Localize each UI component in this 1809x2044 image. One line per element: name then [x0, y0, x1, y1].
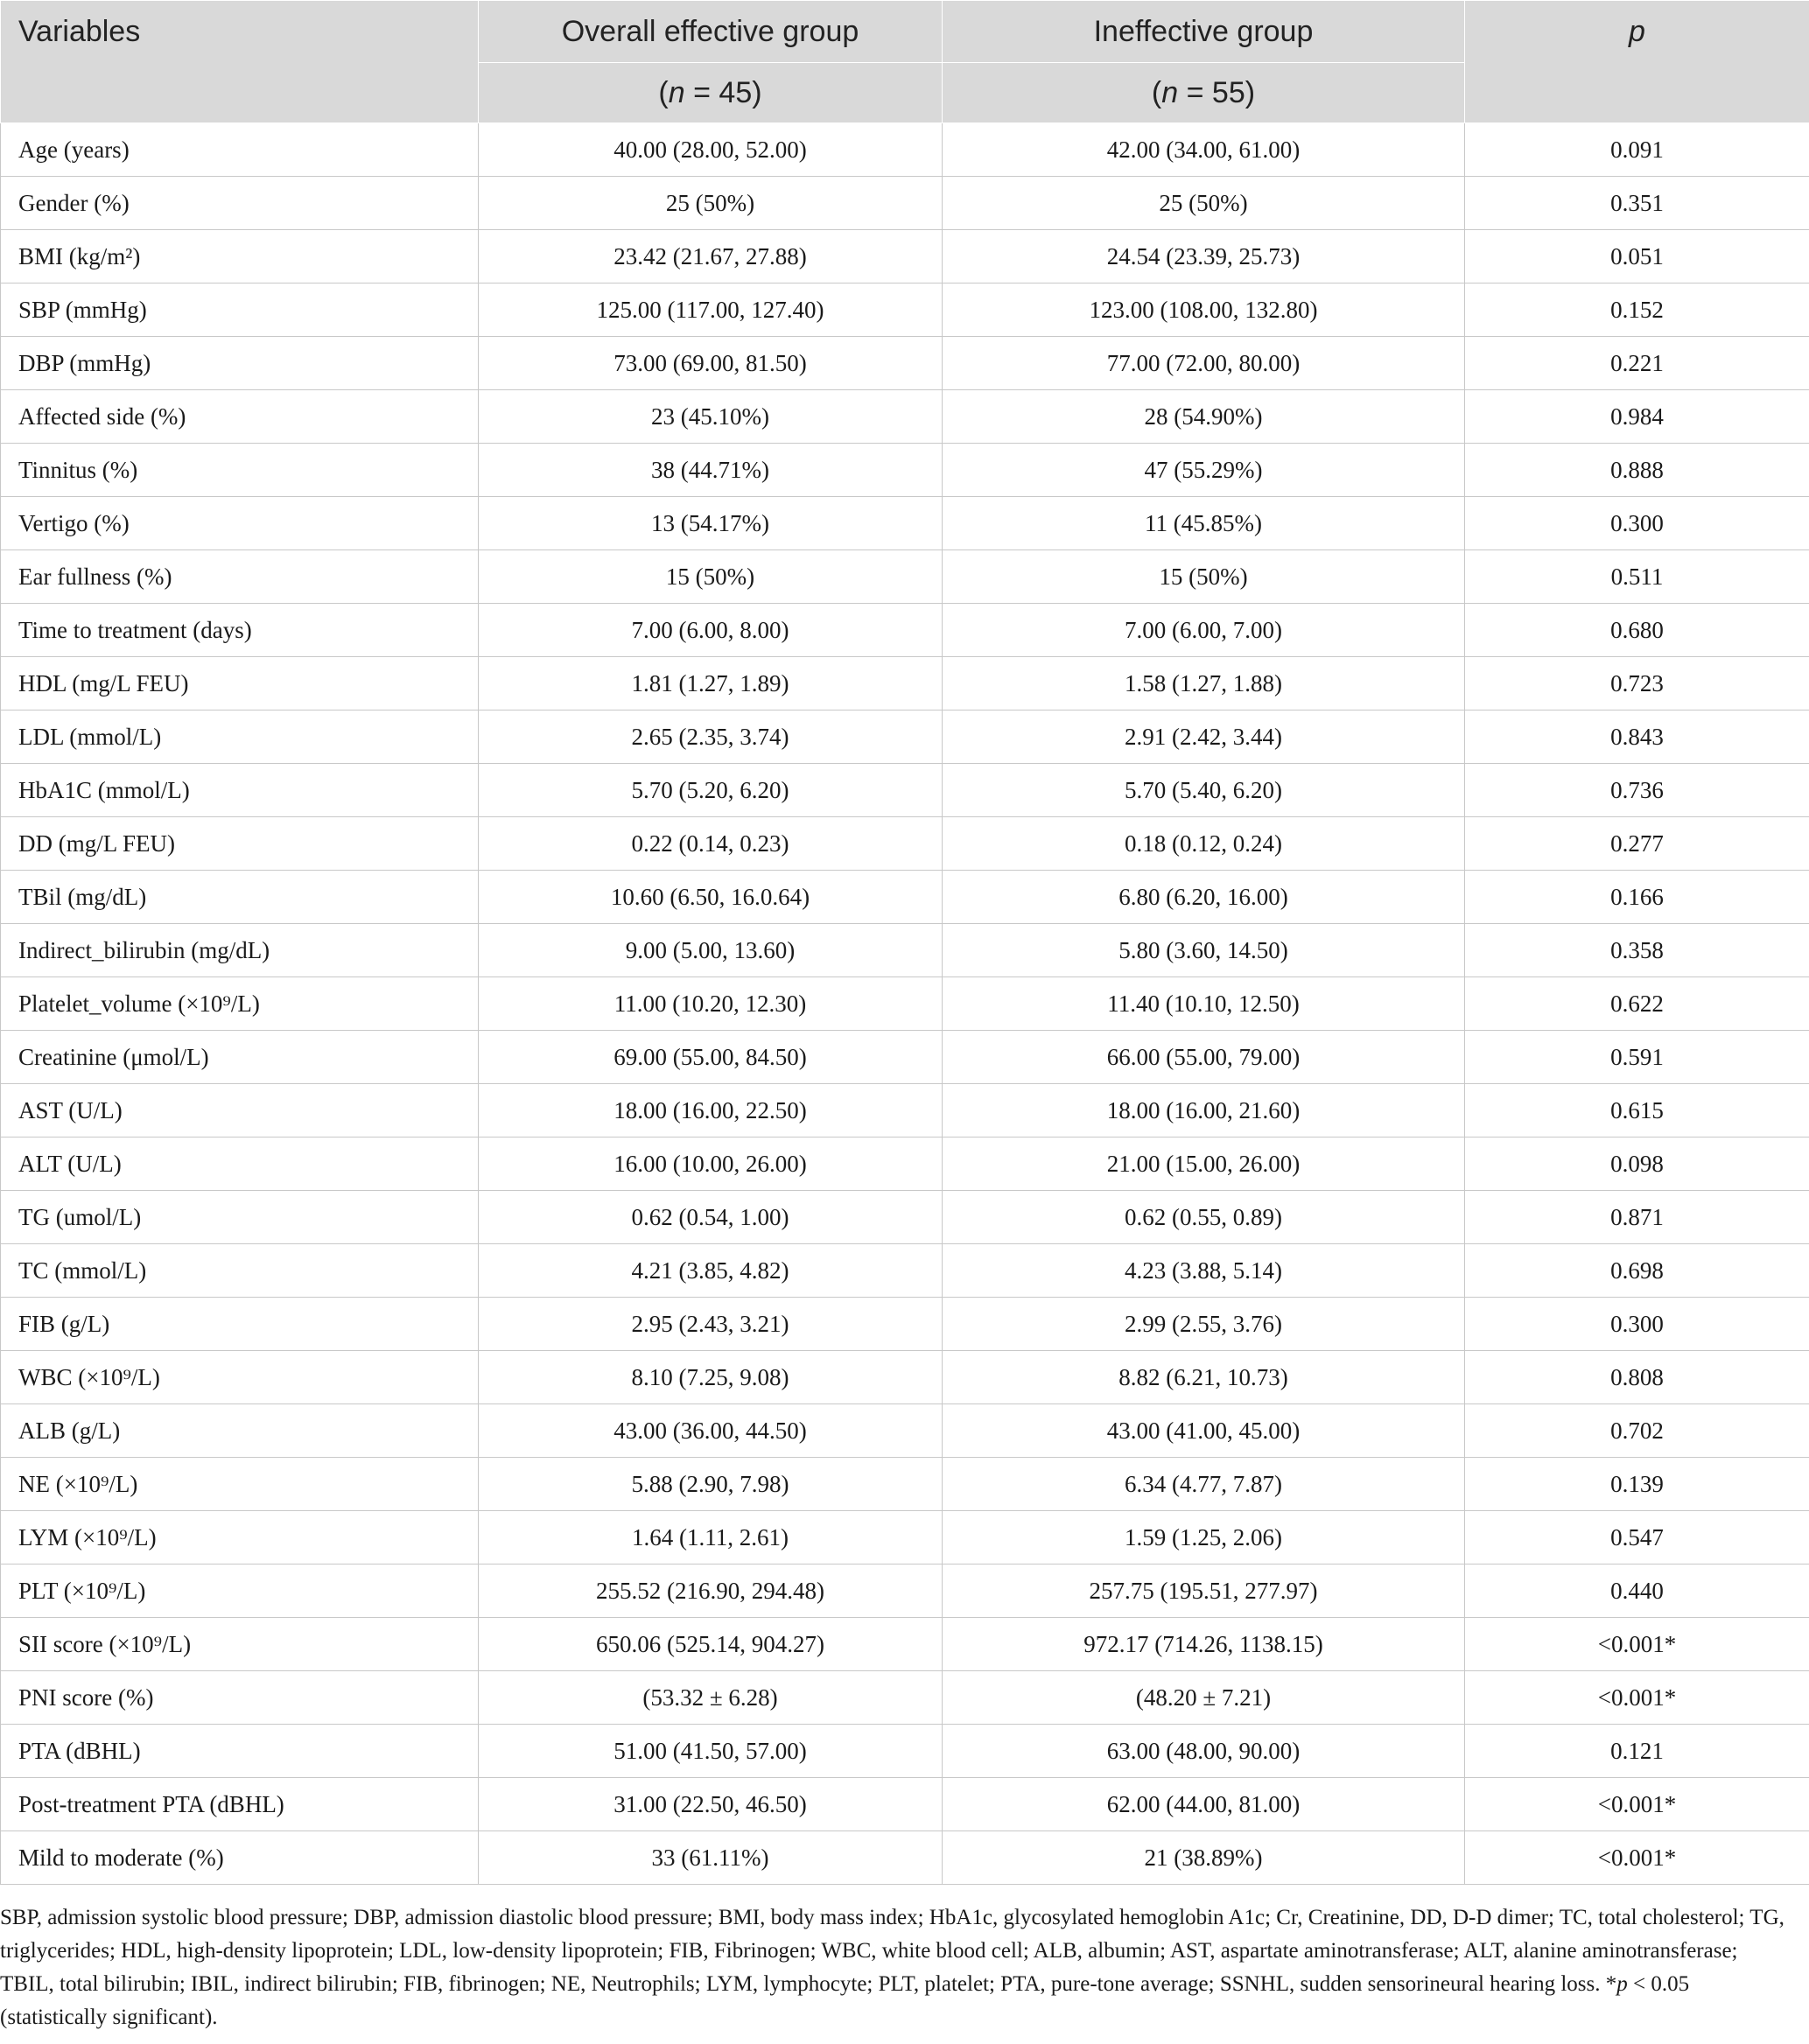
cell-effective-group: 1.64 (1.11, 2.61)	[479, 1511, 943, 1564]
table-body	[1, 123, 1809, 1885]
cell-p-value: 0.139	[1465, 1458, 1809, 1511]
cell-variable: ALB (g/L)	[1, 1404, 479, 1458]
cell-p-value: 0.702	[1465, 1404, 1809, 1458]
cell-effective-group: 1.81 (1.27, 1.89)	[479, 657, 943, 710]
cell-ineffective-group: 0.18 (0.12, 0.24)	[943, 817, 1465, 871]
cell-p-value: 0.091	[1465, 123, 1809, 177]
cell-variable: Tinnitus (%)	[1, 444, 479, 497]
cell-effective-group: 5.70 (5.20, 6.20)	[479, 764, 943, 817]
cell-ineffective-group: 8.82 (6.21, 10.73)	[943, 1351, 1465, 1404]
cell-effective-group: 8.10 (7.25, 9.08)	[479, 1351, 943, 1404]
cell-effective-group: 5.88 (2.90, 7.98)	[479, 1458, 943, 1511]
cell-effective-group: 18.00 (16.00, 22.50)	[479, 1084, 943, 1138]
cell-variable: Age (years)	[1, 123, 479, 177]
cell-p-value: 0.221	[1465, 337, 1809, 390]
cell-variable: DBP (mmHg)	[1, 337, 479, 390]
cell-p-value: 0.622	[1465, 977, 1809, 1031]
cell-variable: Indirect_bilirubin (mg/dL)	[1, 924, 479, 977]
cell-variable: PNI score (%)	[1, 1671, 479, 1725]
table-row	[1, 710, 1809, 764]
cell-variable: Platelet_volume (×10⁹/L)	[1, 977, 479, 1031]
cell-p-value: 0.591	[1465, 1031, 1809, 1084]
cell-variable: Vertigo (%)	[1, 497, 479, 550]
table-row	[1, 1671, 1809, 1725]
cell-effective-group: 33 (61.11%)	[479, 1831, 943, 1885]
cell-variable: HbA1C (mmol/L)	[1, 764, 479, 817]
cell-p-value: 0.984	[1465, 390, 1809, 444]
table-row	[1, 1244, 1809, 1298]
table-row	[1, 1564, 1809, 1618]
header-ineffective-group: Ineffective group	[943, 1, 1465, 63]
table-row	[1, 924, 1809, 977]
cell-ineffective-group: 11 (45.85%)	[943, 497, 1465, 550]
cell-effective-group: 25 (50%)	[479, 177, 943, 230]
cell-effective-group: 69.00 (55.00, 84.50)	[479, 1031, 943, 1084]
table-row	[1, 1084, 1809, 1138]
cell-variable: Post-treatment PTA (dBHL)	[1, 1778, 479, 1831]
cell-ineffective-group: 1.59 (1.25, 2.06)	[943, 1511, 1465, 1564]
cell-variable: LYM (×10⁹/L)	[1, 1511, 479, 1564]
cell-ineffective-group: (48.20 ± 7.21)	[943, 1671, 1465, 1725]
header-p-value: p	[1465, 1, 1809, 123]
cell-p-value: 0.888	[1465, 444, 1809, 497]
cell-p-value: 0.547	[1465, 1511, 1809, 1564]
cell-p-value: 0.440	[1465, 1564, 1809, 1618]
cell-p-value: 0.098	[1465, 1138, 1809, 1191]
cell-p-value: 0.300	[1465, 497, 1809, 550]
cell-effective-group: 0.22 (0.14, 0.23)	[479, 817, 943, 871]
cell-ineffective-group: 21.00 (15.00, 26.00)	[943, 1138, 1465, 1191]
table-row	[1, 604, 1809, 657]
table-row	[1, 1778, 1809, 1831]
cell-effective-group: 11.00 (10.20, 12.30)	[479, 977, 943, 1031]
header-effective-n: (n = 45)	[479, 63, 943, 123]
cell-effective-group: 650.06 (525.14, 904.27)	[479, 1618, 943, 1671]
table-row	[1, 1725, 1809, 1778]
footnote-abbreviations: SBP, admission systolic blood pressure; DBP, admission diastolic blood pressure; BMI, body mass index; HbA1c, glycosylated hemoglobin A1c; Cr, Creatinine, DD, D-D dimer; TC, total cholesterol; TG, triglycerides; HDL, high-density lipoprotein; LDL, low-density lipoprotein; FIB, Fibrinogen; WBC, white blood cell; ALB, albumin; AST, aspartate aminotransferase; ALT, alanine aminotransferase; TBIL, total bilirubin; IBIL, indirect bilirubin; FIB, fibrinogen; NE, Neutrophils; LYM, lymphocyte; PLT, platelet; PTA, pure-tone average; SSNHL, sudden sensorineural hearing loss.	[0, 1906, 1784, 1996]
cell-p-value: 0.152	[1465, 284, 1809, 337]
cell-variable: TBil (mg/dL)	[1, 871, 479, 924]
cell-ineffective-group: 5.70 (5.40, 6.20)	[943, 764, 1465, 817]
cell-effective-group: 23 (45.10%)	[479, 390, 943, 444]
cell-p-value: 0.871	[1465, 1191, 1809, 1244]
header-effective-group: Overall effective group	[479, 1, 943, 63]
table-footnote: SBP, admission systolic blood pressure; DBP, admission diastolic blood pressure; BMI, body mass index; HbA1c, glycosylated hemoglobin A1c; Cr, Creatinine, DD, D-D dimer; TC, total cholesterol; TG, triglycerides; HDL, high-density lipoprotein; LDL, low-density lipoprotein; FIB, Fibrinogen; WBC, white blood cell; ALB, albumin; AST, aspartate aminotransferase; ALT, alanine aminotransferase; TBIL, total bilirubin; IBIL, indirect bilirubin; FIB, fibrinogen; NE, Neutrophils; LYM, lymphocyte; PLT, platelet; PTA, pure-tone average; SSNHL, sudden sensorineural hearing loss. *p < 0.05 (statistically significant).	[0, 1906, 1784, 2029]
cell-effective-group: 10.60 (6.50, 16.0.64)	[479, 871, 943, 924]
cell-variable: HDL (mg/L FEU)	[1, 657, 479, 710]
cell-ineffective-group: 972.17 (714.26, 1138.15)	[943, 1618, 1465, 1671]
cell-variable: Gender (%)	[1, 177, 479, 230]
cell-effective-group: 38 (44.71%)	[479, 444, 943, 497]
cell-p-value: 0.808	[1465, 1351, 1809, 1404]
cell-effective-group: 2.95 (2.43, 3.21)	[479, 1298, 943, 1351]
cell-ineffective-group: 66.00 (55.00, 79.00)	[943, 1031, 1465, 1084]
cell-effective-group: 23.42 (21.67, 27.88)	[479, 230, 943, 284]
cell-variable: SBP (mmHg)	[1, 284, 479, 337]
cell-effective-group: 125.00 (117.00, 127.40)	[479, 284, 943, 337]
cell-effective-group: 7.00 (6.00, 8.00)	[479, 604, 943, 657]
table-row	[1, 123, 1809, 177]
cell-p-value: 0.277	[1465, 817, 1809, 871]
cell-variable: Mild to moderate (%)	[1, 1831, 479, 1885]
table-row	[1, 1191, 1809, 1244]
cell-variable: Time to treatment (days)	[1, 604, 479, 657]
table-row	[1, 1831, 1809, 1885]
cell-ineffective-group: 24.54 (23.39, 25.73)	[943, 230, 1465, 284]
table-row	[1, 1031, 1809, 1084]
cell-effective-group: 4.21 (3.85, 4.82)	[479, 1244, 943, 1298]
cell-ineffective-group: 0.62 (0.55, 0.89)	[943, 1191, 1465, 1244]
cell-p-value: 0.736	[1465, 764, 1809, 817]
cell-variable: ALT (U/L)	[1, 1138, 479, 1191]
cell-effective-group: 16.00 (10.00, 26.00)	[479, 1138, 943, 1191]
table-row	[1, 337, 1809, 390]
cell-p-value: 0.121	[1465, 1725, 1809, 1778]
cell-effective-group: 255.52 (216.90, 294.48)	[479, 1564, 943, 1618]
cell-effective-group: 43.00 (36.00, 44.50)	[479, 1404, 943, 1458]
cell-p-value: <0.001*	[1465, 1831, 1809, 1885]
table-row	[1, 497, 1809, 550]
cell-ineffective-group: 62.00 (44.00, 81.00)	[943, 1778, 1465, 1831]
table-row	[1, 230, 1809, 284]
cell-p-value: 0.511	[1465, 550, 1809, 604]
cell-ineffective-group: 5.80 (3.60, 14.50)	[943, 924, 1465, 977]
cell-ineffective-group: 43.00 (41.00, 45.00)	[943, 1404, 1465, 1458]
cell-p-value: 0.723	[1465, 657, 1809, 710]
cell-ineffective-group: 42.00 (34.00, 61.00)	[943, 123, 1465, 177]
cell-ineffective-group: 28 (54.90%)	[943, 390, 1465, 444]
cell-effective-group: 51.00 (41.50, 57.00)	[479, 1725, 943, 1778]
cell-effective-group: 15 (50%)	[479, 550, 943, 604]
cell-ineffective-group: 18.00 (16.00, 21.60)	[943, 1084, 1465, 1138]
cell-p-value: 0.166	[1465, 871, 1809, 924]
table-header	[1, 1, 1809, 123]
table-row	[1, 550, 1809, 604]
cell-variable: BMI (kg/m²)	[1, 230, 479, 284]
table-row	[1, 1138, 1809, 1191]
cell-p-value: <0.001*	[1465, 1778, 1809, 1831]
cell-ineffective-group: 1.58 (1.27, 1.88)	[943, 657, 1465, 710]
table-row	[1, 444, 1809, 497]
cell-variable: TG (umol/L)	[1, 1191, 479, 1244]
cell-p-value: 0.615	[1465, 1084, 1809, 1138]
table-row	[1, 1298, 1809, 1351]
cell-variable: NE (×10⁹/L)	[1, 1458, 479, 1511]
cell-variable: PLT (×10⁹/L)	[1, 1564, 479, 1618]
cell-variable: SII score (×10⁹/L)	[1, 1618, 479, 1671]
cell-effective-group: 31.00 (22.50, 46.50)	[479, 1778, 943, 1831]
cell-ineffective-group: 63.00 (48.00, 90.00)	[943, 1725, 1465, 1778]
table-row	[1, 1351, 1809, 1404]
table-row	[1, 390, 1809, 444]
cell-ineffective-group: 11.40 (10.10, 12.50)	[943, 977, 1465, 1031]
cell-ineffective-group: 15 (50%)	[943, 550, 1465, 604]
cell-variable: WBC (×10⁹/L)	[1, 1351, 479, 1404]
header-variables: Variables	[1, 1, 479, 123]
cell-p-value: <0.001*	[1465, 1618, 1809, 1671]
table-row	[1, 977, 1809, 1031]
cell-ineffective-group: 4.23 (3.88, 5.14)	[943, 1244, 1465, 1298]
cell-variable: TC (mmol/L)	[1, 1244, 479, 1298]
table-row	[1, 284, 1809, 337]
cell-variable: PTA (dBHL)	[1, 1725, 479, 1778]
cell-ineffective-group: 123.00 (108.00, 132.80)	[943, 284, 1465, 337]
table-row	[1, 1458, 1809, 1511]
cell-variable: Affected side (%)	[1, 390, 479, 444]
cell-variable: FIB (g/L)	[1, 1298, 479, 1351]
table-row	[1, 1618, 1809, 1671]
cell-ineffective-group: 25 (50%)	[943, 177, 1465, 230]
cell-effective-group: 13 (54.17%)	[479, 497, 943, 550]
table-row	[1, 1511, 1809, 1564]
cell-ineffective-group: 21 (38.89%)	[943, 1831, 1465, 1885]
table-row	[1, 871, 1809, 924]
header-ineffective-n: (n = 55)	[943, 63, 1465, 123]
cell-p-value: 0.680	[1465, 604, 1809, 657]
cell-ineffective-group: 6.34 (4.77, 7.87)	[943, 1458, 1465, 1511]
cell-ineffective-group: 257.75 (195.51, 277.97)	[943, 1564, 1465, 1618]
cell-effective-group: 0.62 (0.54, 1.00)	[479, 1191, 943, 1244]
cell-effective-group: (53.32 ± 6.28)	[479, 1671, 943, 1725]
cell-p-value: <0.001*	[1465, 1671, 1809, 1725]
cell-p-value: 0.351	[1465, 177, 1809, 230]
cell-effective-group: 40.00 (28.00, 52.00)	[479, 123, 943, 177]
cell-p-value: 0.300	[1465, 1298, 1809, 1351]
cell-variable: AST (U/L)	[1, 1084, 479, 1138]
cell-variable: DD (mg/L FEU)	[1, 817, 479, 871]
cell-p-value: 0.051	[1465, 230, 1809, 284]
cell-variable: Ear fullness (%)	[1, 550, 479, 604]
cell-p-value: 0.843	[1465, 710, 1809, 764]
table-row	[1, 817, 1809, 871]
cell-p-value: 0.698	[1465, 1244, 1809, 1298]
table-row	[1, 657, 1809, 710]
table-row	[1, 177, 1809, 230]
cell-variable: Creatinine (μmol/L)	[1, 1031, 479, 1084]
cell-ineffective-group: 2.99 (2.55, 3.76)	[943, 1298, 1465, 1351]
table-row	[1, 1404, 1809, 1458]
cell-variable: LDL (mmol/L)	[1, 710, 479, 764]
cell-effective-group: 2.65 (2.35, 3.74)	[479, 710, 943, 764]
cell-ineffective-group: 7.00 (6.00, 7.00)	[943, 604, 1465, 657]
table-row	[1, 764, 1809, 817]
cell-effective-group: 73.00 (69.00, 81.50)	[479, 337, 943, 390]
cell-ineffective-group: 77.00 (72.00, 80.00)	[943, 337, 1465, 390]
cell-ineffective-group: 47 (55.29%)	[943, 444, 1465, 497]
cell-ineffective-group: 2.91 (2.42, 3.44)	[943, 710, 1465, 764]
cell-ineffective-group: 6.80 (6.20, 16.00)	[943, 871, 1465, 924]
cell-p-value: 0.358	[1465, 924, 1809, 977]
cell-effective-group: 9.00 (5.00, 13.60)	[479, 924, 943, 977]
